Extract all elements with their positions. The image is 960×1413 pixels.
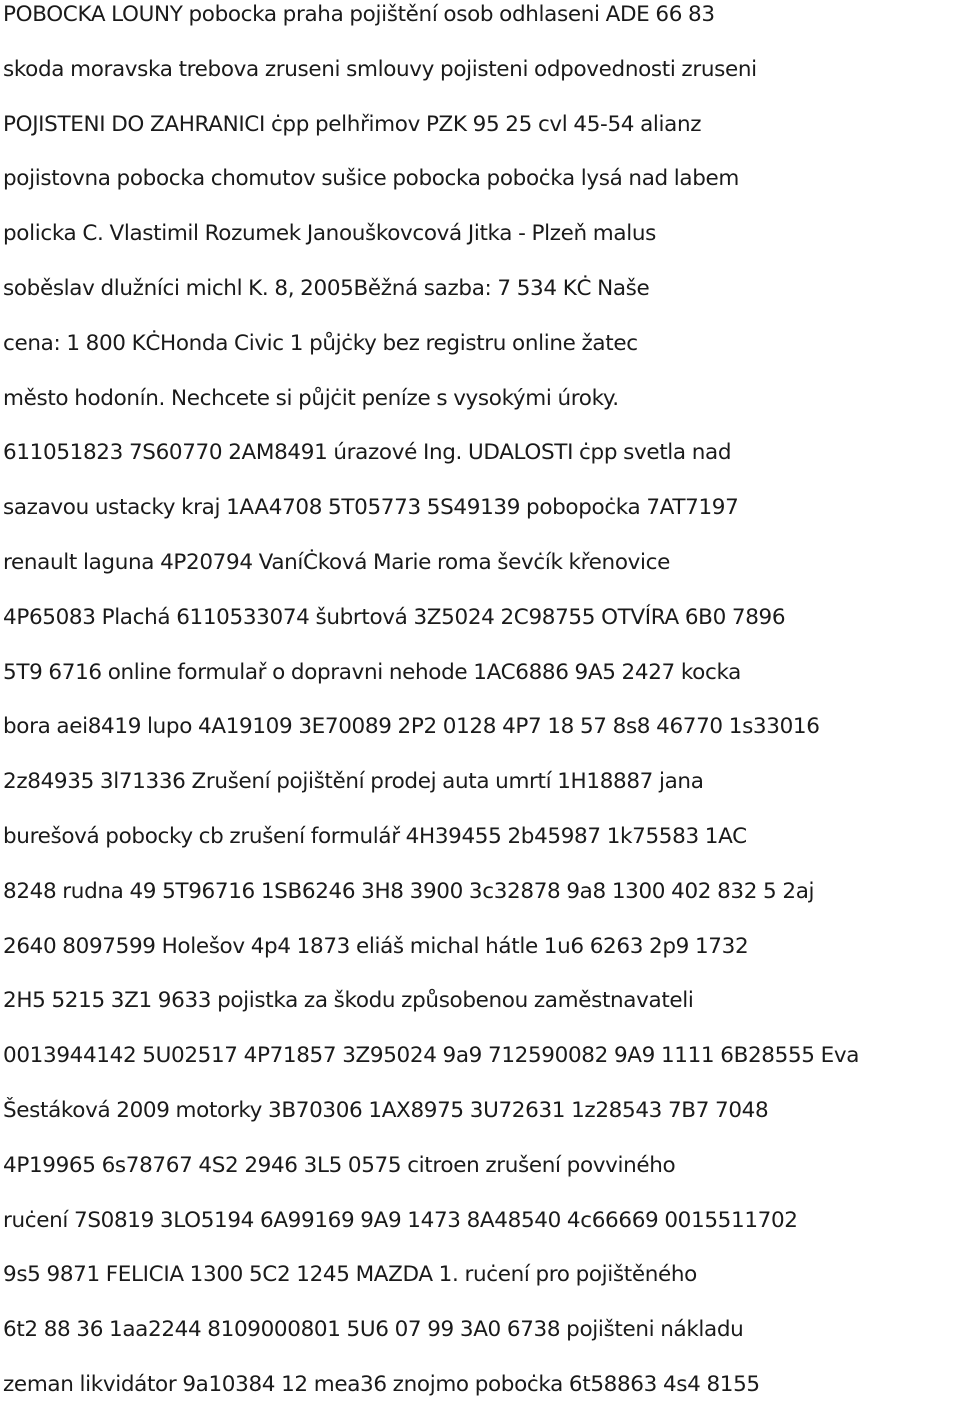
text-line-12: 4P65083 Plachá 6110533074 šubrtová 3Z5024 2C98755 OTVÍRA 6B0 7896 (3, 604, 786, 630)
text-line-14: bora aei8419 lupo 4A19109 3E70089 2P2 0128 4P7 18 57 8s8 46770 1s33016 (3, 714, 820, 740)
text-line-3: POJISTENI DO ZAHRANICI ċpp pelhřimov PZK 95 25 cvl 45-54 alianz (3, 111, 702, 137)
text-line-19: 2H5 5215 3Z1 9633 pojistka za škodu způsobenou zaměstnavateli (3, 988, 694, 1014)
text-line-7: cena: 1 800 KĊHonda Civic 1 půjċky bez registru online žatec (3, 330, 638, 356)
text-line-21: Šestáková 2009 motorky 3B70306 1AX8975 3U72631 1z28543 7B7 7048 (3, 1097, 769, 1123)
text-line-2: skoda moravska trebova zruseni smlouvy pojisteni odpovednosti zruseni (3, 56, 757, 82)
text-line-26: zeman likvidátor 9a10384 12 mea36 znojmo poboċka 6t58863 4s4 8155 (3, 1371, 760, 1397)
text-line-17: 8248 rudna 49 5T96716 1SB6246 3H8 3900 3c32878 9a8 1300 402 832 5 2aj (3, 878, 815, 904)
text-line-20: 0013944142 5U02517 4P71857 3Z95024 9a9 712590082 9A9 1111 6B28555 Eva (3, 1043, 860, 1069)
text-line-13: 5T9 6716 online formulař o dopravni nehode 1AC6886 9A5 2427 kocka (3, 659, 741, 685)
text-line-5: policka C. Vlastimil Rozumek Janouškovcová Jitka - Plzeň malus (3, 221, 656, 247)
text-line-9: 611051823 7S60770 2AM8491 úrazové Ing. UDALOSTI ċpp svetla nad (3, 440, 732, 466)
text-line-24: 9s5 9871 FELICIA 1300 5C2 1245 MAZDA 1. ruċení pro pojištěného (3, 1262, 697, 1288)
text-line-15: 2z84935 3l71336 Zrušení pojištění prodej auta umrtí 1H18887 jana (3, 769, 704, 795)
text-line-6: soběslav dlužníci michl K. 8, 2005Běžná sazba: 7 534 KĊ Naše (3, 275, 650, 301)
text-line-22: 4P19965 6s78767 4S2 2946 3L5 0575 citroen zrušení povviného (3, 1152, 676, 1178)
text-line-18: 2640 8097599 Holešov 4p4 1873 eliáš michal hátle 1u6 6263 2p9 1732 (3, 933, 749, 959)
text-line-1: POBOCKA LOUNY pobocka praha pojištění osob odhlaseni ADE 66 83 (3, 2, 715, 27)
text-line-11: renault laguna 4P20794 VaníĊková Marie roma ševċík křenovice (3, 549, 670, 575)
text-line-23: ruċení 7S0819 3LO5194 6A99169 9A9 1473 8A48540 4c66669 0015511702 (3, 1207, 798, 1233)
text-line-8: město hodonín. Nechcete si půjċit peníze s vysokými úroky. (3, 385, 619, 411)
text-line-25: 6t2 88 36 1aa2244 8109000801 5U6 07 99 3A0 6738 pojišteni nákladu (3, 1317, 744, 1343)
text-line-10: sazavou ustacky kraj 1AA4708 5T05773 5S49139 pobopoċka 7AT7197 (3, 495, 739, 521)
text-line-4: pojistovna pobocka chomutov sušice pobocka poboċka lysá nad labem (3, 166, 740, 192)
document-text-block (3, 0, 958, 1413)
text-line-16: burešová pobocky cb zrušení formulář 4H39455 2b45987 1k75583 1AC (3, 823, 747, 849)
